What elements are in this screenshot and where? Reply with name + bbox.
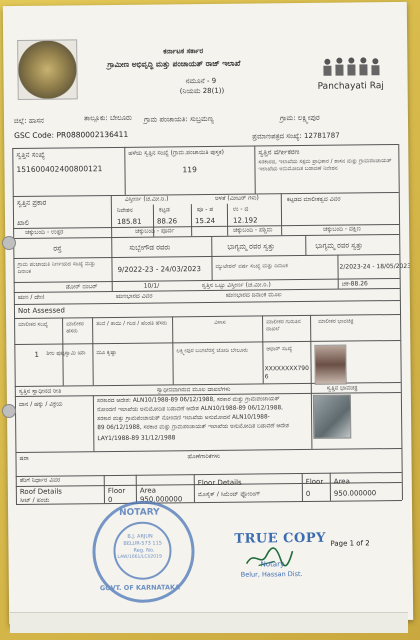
table-border <box>398 144 403 500</box>
roof-area-label: Area <box>139 486 157 495</box>
seal-place: BELUR-573 115 <box>123 540 162 547</box>
property-type-label: ಸ್ವತ್ತಿನ ಪ್ರಕಾರ <box>16 198 47 207</box>
property-type-value: ಖಾಲಿ <box>17 218 30 227</box>
acquisition-line: ಸರಕಾರದ ಆದೇಶ: ALN10/1988-89 06/12/1988, ಸರಕಾರ ಮತ್ತು ಗ್ರಾಮಪಂಚಾಯತ್ <box>96 396 280 405</box>
west-boundary-label: ಚಕ್ಕುಬಂದಿ - ಪಶ್ಚಿಮ <box>233 226 273 234</box>
owner-photo <box>314 345 346 385</box>
seal-reg-label: Reg. No. <box>133 547 155 554</box>
underlying-page <box>10 612 408 633</box>
roof-area-value: 950.000000 <box>139 495 183 504</box>
table-border <box>254 145 256 193</box>
document-page <box>3 2 413 624</box>
address-header: ವಿಳಾಸ <box>214 319 226 326</box>
relation-header: ತಂದೆ / ತಾಯಿ / ಗಂಡ / ಹೆಂಡತಿ ಹೆಸರು <box>96 320 168 328</box>
acquisition-line: ಸರಕಾರ ಮತ್ತು ಗ್ರಾಮಪಂಚಾಯತ್ ನೋಂದಣಿ ಇಲಾಖೆಯ ಅನುಮೋದನೆ ALN10/1988- <box>97 414 270 423</box>
south-boundary-label: ಚಕ್ಕುಬಂದಿ - ದಕ್ಷಿಣ <box>323 225 361 233</box>
state-government-title: ಕರ್ನಾಟಕ ಸರ್ಕಾರ <box>163 47 204 56</box>
measure-header: ಅಳತೆ (ಮೀಟರ್ ಗಳು) <box>214 194 259 202</box>
property-id-label: ಸ್ವತ್ತಿನ ಸಂಖ್ಯೆ <box>16 150 45 159</box>
built-area-value: 88.26 <box>156 217 178 226</box>
department-title: ಗ್ರಾಮೀಣ ಅಭಿವೃದ್ಧಿ ಮತ್ತು ಪಂಚಾಯತ್ ರಾಜ್ ಇಲಾಖೆ <box>107 58 241 70</box>
north-south-label: ಉ - ದ <box>232 205 249 213</box>
mutation-label: ಮ್ಯುಟೇಶನ್ ವರ್ಷ ಸಂಖ್ಯೆ ಮತ್ತು ದಿನಾಂಕ <box>215 263 288 270</box>
property-category-value: ಸರಕಾರದ, ಇಲಾಖೆಯ ಸಕ್ಷಮ ಪ್ರಾಧಿಕಾರ / ಶಾಸನ ಮತ್ತು ಗ್ರಾಮಪಂಚಾಯತ್ ಇಲಾಖೆಯ ಅನುಮೋದಿತ ಬಡಾವಣೆ ನಿವೇಶನ <box>258 158 392 173</box>
tax-label: ತೆರಿಗೆ ನಿರ್ಧಾರ ವಿವರ <box>19 476 61 484</box>
table-border <box>302 473 303 501</box>
notary-seal <box>92 500 195 603</box>
assessment-value: Not Assessed <box>17 306 65 315</box>
district: ಜಿಲ್ಲೆ: ಹಾಸನ <box>13 116 44 126</box>
floor-details-label: Floor Details <box>197 478 242 488</box>
id-proof-header: ಮಾಲೀಕರ ಗುರುತಿನ ದಾಖಲೆ <box>266 319 301 333</box>
table-border <box>337 255 338 289</box>
mutation-value: 2/2023-24 - 18/05/2023 <box>339 262 412 271</box>
taluk: ತಾಲ್ಲೂಕು: ಬೇಲೂರು <box>83 113 132 123</box>
table-border <box>104 475 105 503</box>
east-boundary-value: ಸುಬ್ಬೇಗೌಡ ರವರು <box>129 243 171 252</box>
karnataka-emblem-icon <box>17 39 78 100</box>
panchayati-raj-logo-icon <box>315 56 387 79</box>
total-area-label: ಸ್ವತ್ತಿನ ಒಟ್ಟು ವಿಸ್ತೀರ್ಣ (ಚ.ಮೀ.ರಿ.) <box>201 281 271 290</box>
door-number-value: 10/1/ <box>143 282 160 290</box>
table-border <box>124 147 126 195</box>
acquisition-label: ಸ್ವತ್ತಿನ ಸ್ವಾಧೀನದ ರೀತಿ <box>18 387 62 395</box>
owner-row-name: ಶೀಲ ಪುಟ್ಟಸ್ವಾಮಿ ಯಾ <box>46 350 86 357</box>
table-border <box>281 193 282 235</box>
floor-details-value: ಮೊಸೈಕ್ / ಸಿಮೆಂಟ್ ಫ್ಲೋರಿಂಗ್ <box>197 490 261 499</box>
floor-area-label: Area <box>333 477 350 486</box>
table-border <box>305 235 306 255</box>
gram-panchayat: ಗ್ರಾಮ ಪಂಚಾಯತಿ: ಸುಬ್ರಮಣ್ಯ <box>143 114 214 124</box>
table-border <box>227 204 228 236</box>
roof-floor-value: 0 <box>107 496 113 505</box>
gsc-code: GSC Code: PR0880002136411 <box>14 129 129 141</box>
notary-name: Notary <box>260 560 285 569</box>
floor-floor-value: 0 <box>305 489 311 498</box>
roof-details-value: ಸೀಟ್ / ಹಂಚು <box>19 496 50 504</box>
liability-label: ಋಣಭಾರದ ವಿವರ <box>115 292 153 300</box>
old-property-id-value: 119 <box>182 165 197 175</box>
roof-details-label: Roof Details <box>19 487 62 496</box>
owner-photo-header: ಮಾಲೀಕರ ಭಾವಚಿತ್ರ <box>318 318 354 325</box>
north-south-value: 12.192 <box>232 216 258 225</box>
seal-bottom-text: GOVT. OF KARNATAKA <box>99 583 181 593</box>
property-photo <box>313 395 351 439</box>
acquisition-line: 89 06/12/1988, ಸರಕಾರ ಮತ್ತು ಗ್ರಾಮಪಂಚಾಯತ್ ಇಲಾಖೆಯ ಅನುಮೋದಿತ ಬಡಾವಣೆ ಆದೇಶ <box>97 423 290 432</box>
table-border <box>191 204 192 236</box>
table-border <box>16 472 402 477</box>
acquisition-mode: ದಾನ / ಹಕ್ಕು / ವಿಕ್ರಯ <box>18 400 63 408</box>
property-photo-header: ಸ್ವತ್ತಿನ ಭಾವಚಿತ್ರ <box>326 384 358 392</box>
true-copy-stamp: TRUE COPY <box>234 530 326 547</box>
floor-floor-label: Floor <box>305 477 324 486</box>
source-documents-header: ಸ್ವಾಧೀನವಾಗಿರುವ ಮೂಲ ದಾಖಲೆಗಳು <box>156 385 231 394</box>
seal-top-text: NOTARY <box>119 507 160 518</box>
certificate-number: ಪ್ರಮಾಣಪತ್ರದ ಸಂಖ್ಯೆ: 12781787 <box>252 131 340 141</box>
table-border <box>330 473 331 501</box>
remarks-label: ಷರಾ <box>19 454 29 462</box>
property-category-label: ಸ್ವತ್ತಿನ ವರ್ಗೀಕರಣ <box>258 148 300 157</box>
table-border <box>136 475 137 503</box>
page-number: Page 1 of 2 <box>330 539 370 548</box>
building-ownership-label: ಕಟ್ಟಡದ ಮಾಲೀಕತ್ವದ ವಿವರ <box>286 195 341 204</box>
west-boundary-value: ಭಾಗ್ಯಮ್ಮ ರವರ ಸ್ವತ್ತು <box>227 242 275 251</box>
form-number: ನಮೂನೆ - 9 <box>185 76 217 86</box>
village: ಗ್ರಾಮ: ಲಕ್ಷ್ಮೀಪುರ <box>279 113 320 123</box>
owner-row-id-type: ಆಧಾರ್ ಸಂಖ್ಯೆ <box>266 346 293 353</box>
acquisition-line: LAY1/1988-89 31/12/1988 <box>97 434 176 443</box>
table-border <box>13 234 399 239</box>
area-header: ವಿಸ್ತೀರ್ಣ (ಚ.ಮೀ.ರಿ.) <box>124 195 169 203</box>
table-border <box>211 236 212 280</box>
notary-place: Belur, Hassan Dist. <box>240 570 303 579</box>
south-boundary-value: ಭಾಗ್ಯಮ್ಮ ರವರ ಸ್ವತ್ತು <box>315 241 363 250</box>
binder-hole <box>2 404 16 418</box>
old-property-id-label: ಹಳೆಯ ಸ್ವತ್ತಿನ ಸಂಖ್ಯೆ (ಗ್ರಾಮ.ಪಂಚಾಯಿತಿ ಪುಸ್ತಕ) <box>128 148 224 157</box>
owner-row-id: XXXXXXXX790 6 <box>264 364 309 381</box>
table-border <box>172 316 174 384</box>
vacant-area-value: 185.81 <box>116 217 142 226</box>
north-boundary-label: ಚಕ್ಕುಬಂದಿ - ಉತ್ತರ <box>25 228 64 236</box>
logo-text: Panchayati Raj <box>317 81 384 92</box>
table-border <box>111 195 113 291</box>
table-border <box>194 474 195 502</box>
east-west-label: ಪೂ - ಪ <box>196 205 214 214</box>
owner-name-header: ಮಾಲೀಕರ ಹೆಸರು <box>66 321 84 335</box>
assessment-label: ಋಣ / ದೇಣಿ <box>17 293 45 301</box>
owner-row-address: ಲಕ್ಷ್ಮೀಪುರ ಬಂಗಲೆರಸ್ತೆ ಜೋಡಿ ಬೇಲೂರು <box>176 347 249 355</box>
north-boundary-value: ರಸ್ತೆ <box>53 244 62 253</box>
liability-note-label: ಋಣಭಾರದ ದಿನಾಂಕ ಮೂಲ <box>225 291 282 299</box>
built-area-label: ಕಟ್ಟಡ <box>158 206 170 214</box>
binder-hole <box>2 236 16 250</box>
owner-row-number: 1 <box>34 350 39 359</box>
resolution-value: 9/2022-23 - 24/03/2023 <box>117 265 201 274</box>
table-border <box>14 300 400 305</box>
table-border <box>262 315 264 383</box>
resolution-label: ಗ್ರಾಮ ಪಂಚಾಯತಿ ನಿರ್ಣಯದ ಸಂಖ್ಯೆ ಮತ್ತು ದಿನಾಂಕ <box>17 261 96 276</box>
table-border <box>92 317 94 385</box>
table-border <box>13 254 399 259</box>
acquisition-line: ನೋಂದಣಿ ಇಲಾಖೆಯ ಅನುಮೋದಿತ ಬಡಾವಣೆ ಆದೇಶ ALN10/1988-89 06/12/1988, <box>96 405 284 414</box>
east-west-value: 15.24 <box>194 216 216 226</box>
site-area-label: ನಿವೇಶನ <box>116 206 133 214</box>
rule-reference: (ನಿಯಮ 28(1)) <box>179 86 225 96</box>
seal-name: B.J. ARJUN <box>127 533 153 540</box>
owner-row-relation: ಮೂ ಕೃಷ್ಣಾ <box>96 349 117 357</box>
door-number-label: ಡೋರ್ ನಂಬರ್ <box>65 283 98 291</box>
property-id-value: 151600402400800121 <box>16 164 103 174</box>
total-area-value: ಚಕ-88.26 <box>341 280 368 288</box>
seal-reg-number: LAW/1661/LCI/2019 <box>117 554 162 560</box>
owner-number-header: ಮಾಲೀಕರ ಸಂಖ್ಯೆ <box>18 321 48 328</box>
roof-floor-label: Floor <box>107 486 126 496</box>
floor-area-value: 950.000000 <box>333 489 377 498</box>
table-border <box>13 192 399 197</box>
east-boundary-label: ಚಕ್ಕುಬಂದಿ - ಪೂರ್ವ <box>135 227 175 235</box>
liabilities-label: ಹೊಣೆಗಾರಿಕೆಗಳು <box>187 452 221 461</box>
table-border <box>93 395 95 451</box>
